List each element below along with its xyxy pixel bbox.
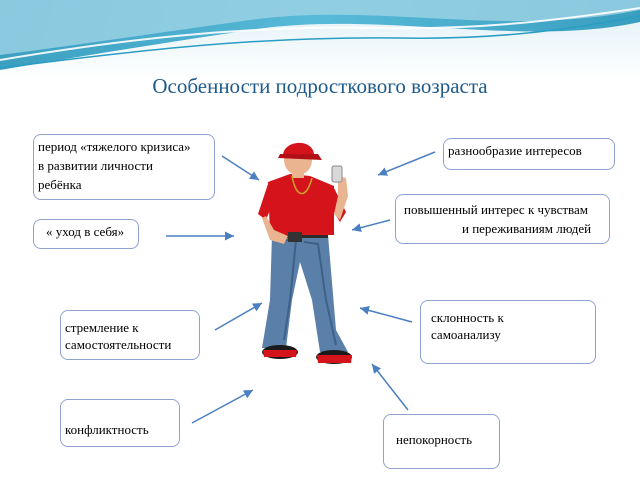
- box-crisis-line: период «тяжелого кризиса»: [38, 139, 191, 154]
- box-disobedience-line: непокорность: [396, 432, 473, 447]
- box-disobedience: [383, 414, 500, 469]
- box-crisis: [33, 134, 215, 200]
- box-crisis-line: ребёнка: [38, 177, 82, 192]
- box-selfanalysis-line: склонность к: [431, 310, 504, 325]
- box-independence: [60, 310, 200, 360]
- page-title: Особенности подросткового возраста: [152, 74, 488, 98]
- arrow-independence: [215, 303, 262, 330]
- arrow-disobedience: [372, 364, 408, 410]
- arrow-crisis: [222, 156, 259, 180]
- box-selfanalysis: [420, 300, 596, 364]
- arrow-feelings: [352, 220, 390, 230]
- box-feelings-line: повышенный интерес к чувствам: [404, 202, 589, 217]
- arrow-conflict: [192, 390, 253, 423]
- box-crisis-line: в развитии личности: [38, 158, 153, 173]
- box-withdrawal: [33, 219, 139, 249]
- box-feelings: [395, 194, 610, 244]
- box-withdrawal-line: « уход в себя»: [46, 224, 125, 239]
- box-conflict-line: конфликтность: [65, 422, 149, 437]
- box-interests: [443, 138, 615, 170]
- box-interests-line: разнообразие интересов: [448, 143, 582, 158]
- box-independence-line: стремление к: [65, 320, 139, 335]
- arrow-interests: [378, 152, 435, 175]
- arrow-selfanalysis: [360, 308, 412, 322]
- box-independence-line: самостоятельности: [65, 337, 172, 352]
- box-feelings-line: и переживаниям людей: [462, 221, 592, 236]
- box-conflict: [60, 399, 180, 447]
- box-selfanalysis-line: самоанализу: [431, 327, 501, 342]
